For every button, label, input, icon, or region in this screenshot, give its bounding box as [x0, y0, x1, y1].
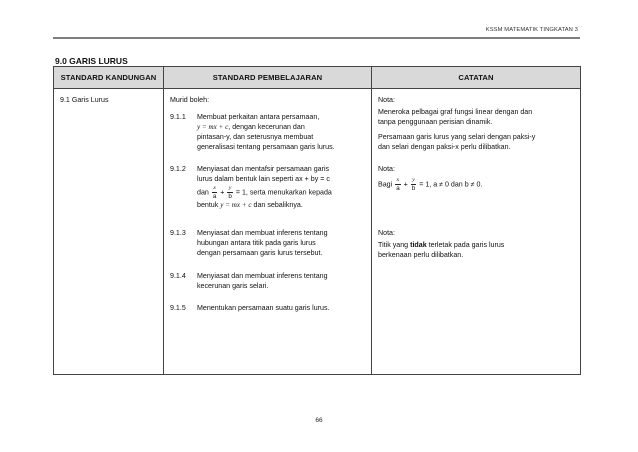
running-header: KSSM MATEMATIK TINGKATAN 3: [485, 27, 578, 33]
item-line: Menyiasat dan membuat inferens tentang: [197, 229, 328, 237]
item-line: Menentukan persamaan suatu garis lurus.: [197, 304, 330, 312]
item-line: dengan persamaan garis lurus tersebut.: [197, 249, 323, 257]
header-notes: CATATAN: [372, 67, 581, 89]
item-line: pintasan-y, dan seterusnya membuat: [197, 133, 314, 141]
item-number: 9.1.1: [170, 113, 186, 121]
item-line: bentuk y = mx + c dan sebaliknya.: [197, 201, 303, 209]
note-text: Persamaan garis lurus yang selari dengan paksi-y: [378, 133, 536, 141]
item-number: 9.1.3: [170, 229, 186, 237]
item-line: y = mx + c, dengan kecerunan dan: [197, 123, 305, 131]
item-line: lurus dalam bentuk lain seperti ax + by = c: [197, 175, 330, 183]
header-learning-standard: STANDARD PEMBELAJARAN: [164, 67, 372, 89]
note-block-3: [378, 228, 578, 260]
content-standard-text: 9.1 Garis Lurus: [60, 96, 109, 104]
note-text: berkenaan perlu dilibatkan.: [378, 251, 464, 259]
item-line: dan $\frac{x}{a}$ + $\frac{y}{b}$ = 1, serta menukarkan kepada: [197, 185, 332, 200]
item-number: 9.1.4: [170, 272, 186, 280]
learning-intro: Murid boleh:: [170, 96, 210, 104]
note-text: dan selari dengan paksi-x perlu dilibatkan.: [378, 143, 511, 151]
item-number: 9.1.5: [170, 304, 186, 312]
note-label: Nota:: [378, 165, 395, 173]
item-line: Menyiasat dan membuat inferens tentang: [197, 272, 328, 280]
note-text: tanpa penggunaan perisian dinamik.: [378, 118, 493, 126]
header-content-standard: STANDARD KANDUNGAN: [54, 67, 164, 89]
content-standard-cell: [54, 89, 164, 375]
header-rule: [53, 37, 580, 39]
equation: y = mx + c: [220, 201, 252, 209]
note-label: Nota:: [378, 229, 395, 237]
note-text: Meneroka pelbagai graf fungsi linear dengan dan: [378, 108, 533, 116]
note-text: Titik yang tidak terletak pada garis lurus: [378, 241, 505, 249]
fraction-y-over-b: $\frac{y}{b}$: [228, 185, 232, 200]
note-block-1: [378, 95, 578, 152]
item-line: Menyiasat dan mentafsir persamaan garis: [197, 165, 330, 173]
note-block-2: [378, 164, 578, 192]
page-number: 66: [315, 417, 323, 424]
notes-cell: [372, 89, 581, 375]
table-row: [54, 89, 581, 375]
note-text: Bagi $\frac{x}{a}$ + $\frac{y}{b}$ = 1, a ≠ 0 dan b ≠ 0.: [378, 177, 483, 192]
item-line: generalisasi tentang persamaan garis lurus.: [197, 143, 335, 151]
section-title: 9.0 GARIS LURUS: [55, 56, 128, 66]
fraction-x-over-a: $\frac{x}{a}$: [396, 177, 400, 192]
item-line: hubungan antara titik pada garis lurus: [197, 239, 316, 247]
curriculum-table: [53, 66, 581, 375]
note-label: Nota:: [378, 96, 395, 104]
item-line: Membuat perkaitan antara persamaan,: [197, 113, 320, 121]
emphasis-text: tidak: [410, 241, 427, 249]
table-header-row: [54, 67, 581, 89]
learning-standard-cell: [164, 89, 372, 375]
equation: y = mx + c: [197, 123, 229, 131]
fraction-x-over-a: $\frac{x}{a}$: [212, 185, 217, 200]
item-number: 9.1.2: [170, 165, 186, 173]
item-line: kecerunan garis selari.: [197, 282, 269, 290]
fraction-y-over-b: $\frac{y}{b}$: [411, 177, 416, 192]
